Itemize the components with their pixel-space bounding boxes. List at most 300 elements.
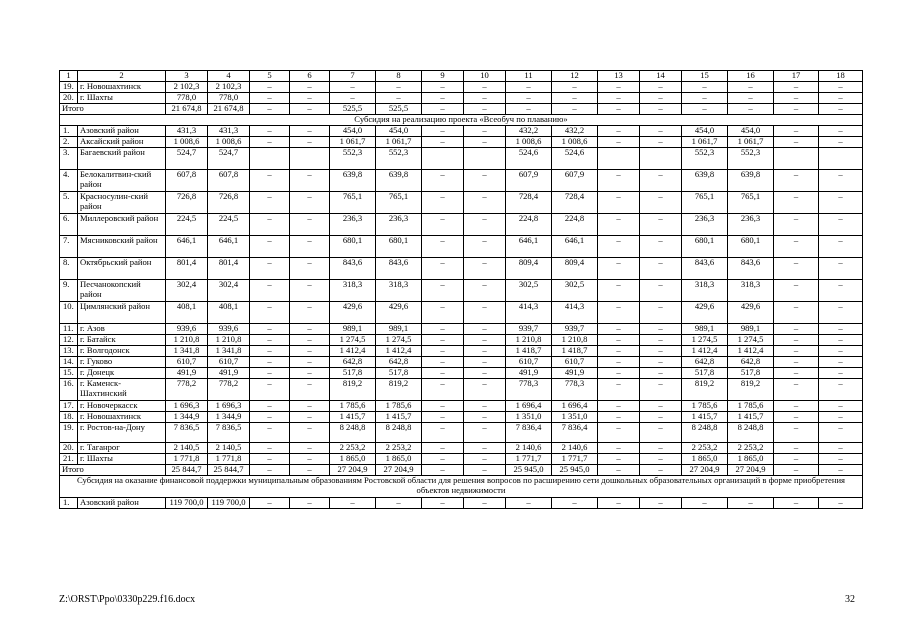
value-cell: – — [330, 498, 376, 509]
value-cell: – — [774, 498, 819, 509]
value-cell: 224,5 — [166, 214, 208, 236]
value-cell: – — [290, 357, 330, 368]
value-cell: – — [598, 368, 640, 379]
value-cell: 1 210,8 — [208, 335, 250, 346]
value-cell: – — [290, 280, 330, 302]
value-cell: – — [640, 498, 682, 509]
value-cell: 680,1 — [376, 236, 422, 258]
value-cell: – — [464, 368, 506, 379]
value-cell: – — [598, 137, 640, 148]
municipality-name: Мясниковский район — [78, 236, 166, 258]
value-cell: 432,2 — [506, 126, 552, 137]
value-cell: – — [774, 82, 819, 93]
value-cell: – — [682, 104, 728, 115]
row-number: 13. — [60, 346, 78, 357]
value-cell: – — [819, 324, 863, 335]
value-cell: – — [774, 258, 819, 280]
value-cell: 607,9 — [552, 170, 598, 192]
value-cell: – — [250, 192, 290, 214]
value-cell: – — [250, 498, 290, 509]
row-number: 21. — [60, 454, 78, 465]
value-cell: 491,9 — [506, 368, 552, 379]
value-cell: – — [422, 214, 464, 236]
value-cell: 610,7 — [208, 357, 250, 368]
value-cell: 302,5 — [506, 280, 552, 302]
value-cell: – — [819, 498, 863, 509]
value-cell: – — [290, 137, 330, 148]
value-cell: 1 771,8 — [208, 454, 250, 465]
value-cell: – — [376, 498, 422, 509]
value-cell: 1 785,6 — [728, 401, 774, 412]
value-cell: 989,1 — [330, 324, 376, 335]
value-cell: 27 204,9 — [376, 465, 422, 476]
value-cell: 646,1 — [166, 236, 208, 258]
value-cell: – — [640, 302, 682, 324]
table-row — [60, 335, 863, 346]
value-cell: 491,9 — [166, 368, 208, 379]
value-cell: – — [819, 368, 863, 379]
value-cell: – — [250, 137, 290, 148]
value-cell: – — [598, 258, 640, 280]
value-cell: 778,2 — [208, 379, 250, 401]
header-cell: 17 — [774, 71, 819, 82]
value-cell — [250, 148, 290, 170]
header-cell: 18 — [819, 71, 863, 82]
value-cell: 989,1 — [728, 324, 774, 335]
value-cell: – — [250, 357, 290, 368]
value-cell: 27 204,9 — [728, 465, 774, 476]
value-cell: 1 061,7 — [376, 137, 422, 148]
value-cell: 2 253,2 — [728, 443, 774, 454]
value-cell: – — [819, 357, 863, 368]
value-cell: – — [598, 357, 640, 368]
value-cell: 1 415,7 — [330, 412, 376, 423]
value-cell — [290, 148, 330, 170]
value-cell: 454,0 — [376, 126, 422, 137]
value-cell: – — [774, 401, 819, 412]
value-cell: 1 344,9 — [166, 412, 208, 423]
header-cell: 15 — [682, 71, 728, 82]
value-cell: – — [774, 104, 819, 115]
value-cell: 646,1 — [552, 236, 598, 258]
value-cell: 607,8 — [166, 170, 208, 192]
value-cell: – — [819, 454, 863, 465]
value-cell: – — [290, 379, 330, 401]
table-row — [60, 443, 863, 454]
table-row — [60, 137, 863, 148]
value-cell: – — [640, 443, 682, 454]
header-cell: 13 — [598, 71, 640, 82]
value-cell: 1 771,7 — [552, 454, 598, 465]
value-cell: 801,4 — [166, 258, 208, 280]
value-cell: – — [422, 335, 464, 346]
value-cell: – — [422, 443, 464, 454]
value-cell: – — [819, 192, 863, 214]
value-cell: 642,8 — [728, 357, 774, 368]
section-title-row — [60, 115, 863, 126]
value-cell: 1 415,7 — [728, 412, 774, 423]
value-cell: 25 844,7 — [166, 465, 208, 476]
municipality-name: г. Батайск — [78, 335, 166, 346]
value-cell: – — [464, 346, 506, 357]
value-cell: – — [774, 170, 819, 192]
value-cell: 524,7 — [166, 148, 208, 170]
value-cell: 1 412,4 — [330, 346, 376, 357]
value-cell — [640, 148, 682, 170]
municipality-name: Багаевский район — [78, 148, 166, 170]
value-cell: – — [290, 412, 330, 423]
value-cell: 607,9 — [506, 170, 552, 192]
value-cell: – — [464, 465, 506, 476]
value-cell: 2 140,5 — [166, 443, 208, 454]
value-cell: 680,1 — [728, 236, 774, 258]
value-cell: 302,4 — [166, 280, 208, 302]
value-cell: – — [819, 126, 863, 137]
value-cell: – — [290, 93, 330, 104]
value-cell: – — [464, 126, 506, 137]
value-cell: 989,1 — [376, 324, 422, 335]
value-cell: – — [422, 126, 464, 137]
value-cell: – — [506, 104, 552, 115]
header-cell: 16 — [728, 71, 774, 82]
row-number: 20. — [60, 443, 78, 454]
value-cell: – — [819, 93, 863, 104]
value-cell: 236,3 — [376, 214, 422, 236]
value-cell: 1 061,7 — [330, 137, 376, 148]
value-cell: 1 341,8 — [166, 346, 208, 357]
value-cell: – — [422, 498, 464, 509]
row-number: 14. — [60, 357, 78, 368]
municipality-name: Красносулин-ский район — [78, 192, 166, 214]
value-cell: 21 674,8 — [166, 104, 208, 115]
value-cell: – — [640, 368, 682, 379]
value-cell: – — [250, 346, 290, 357]
value-cell: 25 945,0 — [506, 465, 552, 476]
row-number: 16. — [60, 379, 78, 401]
value-cell: – — [819, 214, 863, 236]
value-cell: 27 204,9 — [330, 465, 376, 476]
value-cell: 607,8 — [208, 170, 250, 192]
municipality-name: Цимлянский район — [78, 302, 166, 324]
value-cell: – — [506, 498, 552, 509]
value-cell: 8 248,8 — [682, 423, 728, 443]
value-cell: – — [774, 324, 819, 335]
value-cell: 7 836,5 — [166, 423, 208, 443]
value-cell: – — [464, 412, 506, 423]
value-cell: – — [640, 423, 682, 443]
value-cell: – — [464, 192, 506, 214]
table-row — [60, 126, 863, 137]
value-cell: 1 351,0 — [506, 412, 552, 423]
row-number: 7. — [60, 236, 78, 258]
value-cell: – — [640, 170, 682, 192]
value-cell: 25 844,7 — [208, 465, 250, 476]
value-cell: 778,0 — [166, 93, 208, 104]
value-cell: – — [640, 454, 682, 465]
value-cell: 302,4 — [208, 280, 250, 302]
value-cell: – — [290, 443, 330, 454]
value-cell: 778,0 — [208, 93, 250, 104]
table-row — [60, 302, 863, 324]
value-cell: – — [598, 126, 640, 137]
value-cell: – — [290, 302, 330, 324]
header-cell: 7 — [330, 71, 376, 82]
value-cell: – — [640, 126, 682, 137]
value-cell: 318,3 — [330, 280, 376, 302]
value-cell: 1 865,0 — [330, 454, 376, 465]
header-row — [60, 71, 863, 82]
value-cell: 2 253,2 — [376, 443, 422, 454]
section-title-row — [60, 476, 863, 498]
value-cell: 302,5 — [552, 280, 598, 302]
value-cell: – — [250, 368, 290, 379]
value-cell: 429,6 — [330, 302, 376, 324]
value-cell: – — [250, 324, 290, 335]
value-cell: – — [728, 82, 774, 93]
value-cell: – — [422, 401, 464, 412]
value-cell: 491,9 — [552, 368, 598, 379]
value-cell: 525,5 — [330, 104, 376, 115]
value-cell: 491,9 — [208, 368, 250, 379]
value-cell: 1 785,6 — [376, 401, 422, 412]
value-cell: – — [250, 82, 290, 93]
value-cell: – — [250, 379, 290, 401]
value-cell: – — [774, 454, 819, 465]
value-cell: – — [598, 454, 640, 465]
value-cell: – — [250, 454, 290, 465]
value-cell: 408,1 — [208, 302, 250, 324]
value-cell: – — [250, 335, 290, 346]
value-cell: 1 008,6 — [506, 137, 552, 148]
table-row — [60, 401, 863, 412]
value-cell: 989,1 — [682, 324, 728, 335]
municipality-name: г. Азов — [78, 324, 166, 335]
value-cell: – — [819, 302, 863, 324]
header-cell: 11 — [506, 71, 552, 82]
value-cell: 819,2 — [330, 379, 376, 401]
value-cell: – — [640, 335, 682, 346]
value-cell: 680,1 — [330, 236, 376, 258]
value-cell: 552,3 — [682, 148, 728, 170]
value-cell: 517,8 — [330, 368, 376, 379]
value-cell: – — [422, 170, 464, 192]
value-cell: 642,8 — [376, 357, 422, 368]
value-cell: 843,6 — [682, 258, 728, 280]
value-cell: 642,8 — [682, 357, 728, 368]
value-cell: – — [640, 357, 682, 368]
value-cell: – — [774, 379, 819, 401]
value-cell: – — [422, 423, 464, 443]
value-cell: 1 696,4 — [552, 401, 598, 412]
value-cell: 1 696,3 — [166, 401, 208, 412]
value-cell: 414,3 — [552, 302, 598, 324]
value-cell: – — [464, 454, 506, 465]
value-cell: 1 785,6 — [682, 401, 728, 412]
value-cell: 431,3 — [208, 126, 250, 137]
value-cell: 1 412,4 — [376, 346, 422, 357]
municipality-name: Октябрьский район — [78, 258, 166, 280]
value-cell: 610,7 — [552, 357, 598, 368]
row-number: 6. — [60, 214, 78, 236]
value-cell: – — [464, 443, 506, 454]
value-cell: – — [464, 258, 506, 280]
value-cell: 728,4 — [506, 192, 552, 214]
value-cell: – — [819, 443, 863, 454]
value-cell: – — [774, 368, 819, 379]
value-cell: – — [376, 93, 422, 104]
value-cell: – — [640, 93, 682, 104]
value-cell: – — [290, 498, 330, 509]
value-cell: 1 008,6 — [552, 137, 598, 148]
table-row — [60, 379, 863, 401]
value-cell: – — [598, 280, 640, 302]
value-cell: 8 248,8 — [330, 423, 376, 443]
value-cell: – — [598, 346, 640, 357]
value-cell: 318,3 — [728, 280, 774, 302]
table-row — [60, 214, 863, 236]
value-cell: – — [774, 335, 819, 346]
value-cell: 1 418,7 — [552, 346, 598, 357]
municipality-name: г. Новошахтинск — [78, 82, 166, 93]
value-cell: 1 351,0 — [552, 412, 598, 423]
value-cell: – — [774, 93, 819, 104]
row-number: 19. — [60, 82, 78, 93]
value-cell: – — [464, 93, 506, 104]
value-cell: 1 412,4 — [682, 346, 728, 357]
value-cell: 1 210,8 — [552, 335, 598, 346]
value-cell: 524,6 — [506, 148, 552, 170]
value-cell: – — [598, 214, 640, 236]
row-number: 1. — [60, 498, 78, 509]
municipality-name: г. Новочеркасск — [78, 401, 166, 412]
value-cell: 765,1 — [376, 192, 422, 214]
value-cell: – — [290, 104, 330, 115]
value-cell: – — [422, 357, 464, 368]
value-cell: – — [250, 258, 290, 280]
value-cell: – — [774, 126, 819, 137]
value-cell: – — [422, 236, 464, 258]
municipality-name: г. Каменск-Шахтинский — [78, 379, 166, 401]
value-cell: 1 418,7 — [506, 346, 552, 357]
budget-table — [59, 70, 863, 509]
value-cell: – — [774, 357, 819, 368]
value-cell: 1 274,5 — [376, 335, 422, 346]
table-row — [60, 412, 863, 423]
table-row — [60, 454, 863, 465]
value-cell: 939,7 — [552, 324, 598, 335]
value-cell: 1 274,5 — [682, 335, 728, 346]
value-cell: – — [464, 379, 506, 401]
value-cell: – — [819, 104, 863, 115]
value-cell: 236,3 — [728, 214, 774, 236]
value-cell: 2 102,3 — [166, 82, 208, 93]
value-cell: – — [640, 214, 682, 236]
value-cell: – — [422, 368, 464, 379]
value-cell: – — [464, 214, 506, 236]
value-cell: – — [250, 170, 290, 192]
value-cell: – — [250, 214, 290, 236]
value-cell: – — [422, 93, 464, 104]
value-cell: 843,6 — [376, 258, 422, 280]
value-cell: – — [598, 498, 640, 509]
value-cell: – — [464, 357, 506, 368]
value-cell: – — [774, 423, 819, 443]
value-cell: – — [598, 401, 640, 412]
value-cell: – — [464, 280, 506, 302]
value-cell: 843,6 — [330, 258, 376, 280]
municipality-name: Азовский район — [78, 126, 166, 137]
value-cell: – — [250, 93, 290, 104]
value-cell: 765,1 — [330, 192, 376, 214]
total-label: Итого — [60, 465, 166, 476]
value-cell: – — [819, 236, 863, 258]
value-cell: 1 210,8 — [166, 335, 208, 346]
value-cell: – — [640, 324, 682, 335]
value-cell: – — [640, 137, 682, 148]
value-cell: – — [290, 324, 330, 335]
value-cell: – — [598, 104, 640, 115]
municipality-name: Песчанокопский район — [78, 280, 166, 302]
value-cell: – — [506, 82, 552, 93]
value-cell: 1 415,7 — [376, 412, 422, 423]
value-cell: 726,8 — [166, 192, 208, 214]
municipality-name: Азовский район — [78, 498, 166, 509]
value-cell: – — [422, 465, 464, 476]
value-cell: 119 700,0 — [166, 498, 208, 509]
value-cell: 1 865,0 — [376, 454, 422, 465]
row-number: 3. — [60, 148, 78, 170]
value-cell: 646,1 — [506, 236, 552, 258]
value-cell: 552,3 — [330, 148, 376, 170]
value-cell: – — [422, 379, 464, 401]
row-number: 17. — [60, 401, 78, 412]
value-cell: 429,6 — [682, 302, 728, 324]
value-cell: – — [422, 302, 464, 324]
value-cell: – — [422, 258, 464, 280]
value-cell: 517,8 — [376, 368, 422, 379]
value-cell: – — [640, 379, 682, 401]
value-cell: – — [552, 104, 598, 115]
header-cell: 3 — [166, 71, 208, 82]
value-cell: – — [819, 137, 863, 148]
value-cell: – — [290, 423, 330, 443]
value-cell: – — [376, 82, 422, 93]
municipality-name: Миллеровский район — [78, 214, 166, 236]
value-cell: 414,3 — [506, 302, 552, 324]
value-cell: – — [290, 126, 330, 137]
value-cell: – — [250, 443, 290, 454]
value-cell: – — [422, 412, 464, 423]
value-cell: 726,8 — [208, 192, 250, 214]
value-cell: – — [819, 465, 863, 476]
value-cell: 1 412,4 — [728, 346, 774, 357]
value-cell: – — [598, 443, 640, 454]
value-cell: – — [819, 170, 863, 192]
value-cell: 524,6 — [552, 148, 598, 170]
value-cell: – — [728, 93, 774, 104]
section-title: Субсидия на оказание финансовой поддержки муниципальным образованиям Ростовской области для решения вопросов по расширению сети дошкольных образовательных организаций в форме приобретения объектов недвижимости — [60, 476, 863, 498]
value-cell: – — [682, 498, 728, 509]
table-row — [60, 93, 863, 104]
value-cell: – — [290, 368, 330, 379]
value-cell: 119 700,0 — [208, 498, 250, 509]
value-cell: – — [640, 401, 682, 412]
value-cell: – — [250, 423, 290, 443]
value-cell: 432,2 — [552, 126, 598, 137]
value-cell: 1 008,6 — [166, 137, 208, 148]
value-cell: 524,7 — [208, 148, 250, 170]
value-cell: 2 140,6 — [506, 443, 552, 454]
